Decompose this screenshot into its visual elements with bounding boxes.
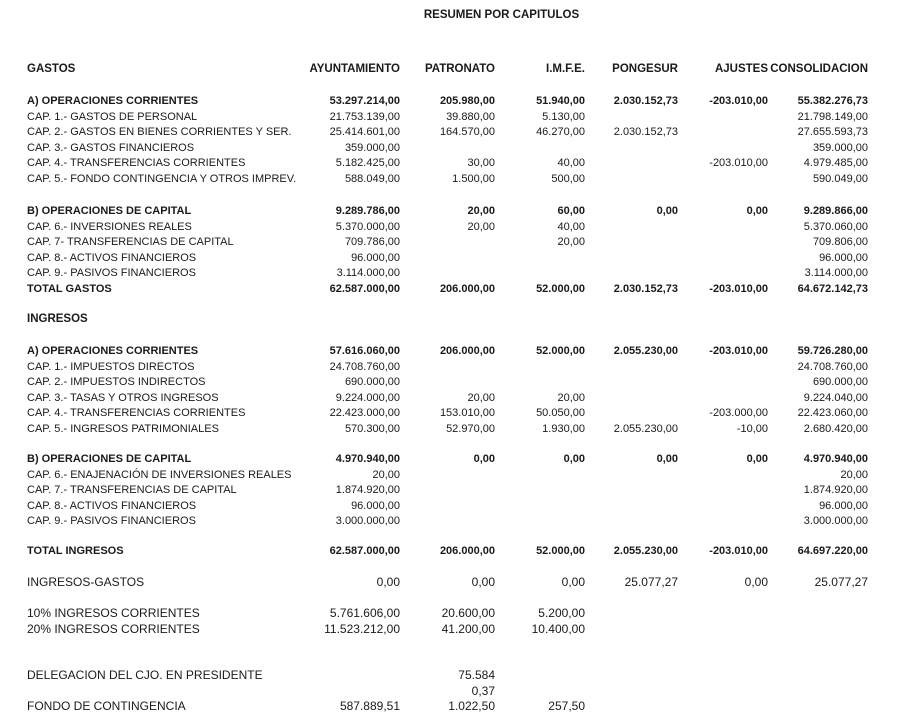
cell-value: 64.697.220,00 [797,545,868,557]
cell-value: 9.224.000,00 [335,391,400,404]
cell-value: 588.049,00 [344,172,400,185]
cell-value: 52.000,00 [536,345,585,357]
cell-value: 20.600,00 [441,606,495,620]
cell-value: -203.010,00 [709,345,768,357]
cell-value: 709.786,00 [344,236,400,248]
row-label: 20% INGRESOS CORRIENTES [27,622,200,636]
cell-value: -203.010,00 [709,95,768,107]
cell-value: 39.880,00 [446,110,495,123]
row-label: CAP. 2.- IMPUESTOS INDIRECTOS [27,376,206,388]
column-header-consolidacion: CONSOLIDACION [770,63,868,75]
cell-value: 0,00 [376,575,400,589]
cell-value: 3.000.000,00 [803,515,868,527]
cell-value: 2.030.152,73 [613,95,678,107]
page-title: RESUMEN POR CAPITULOS [423,9,580,21]
ingresos-operaciones-corrientes [0,344,900,359]
cell-value: 0,00 [561,575,585,589]
cell-value: 2.055.230,00 [613,422,678,435]
cell-value: 709.806,00 [812,236,868,248]
cell-value: 1.500,00 [452,172,495,185]
cell-value: 1.874.920,00 [803,484,868,496]
row-label: FONDO DE CONTINGENCIA [27,699,186,713]
row-label: CAP. 4.- TRANSFERENCIAS CORRIENTES [27,407,246,419]
gastos-cap-row [0,110,900,125]
cell-value: 3.114.000,00 [804,267,868,279]
cell-value: 52.000,00 [536,282,585,295]
cell-value: 40,00 [557,220,585,233]
cell-value: 5.761.606,00 [329,606,400,620]
cell-value: 257,50 [548,699,585,713]
cell-value: 570.300,00 [344,422,400,435]
ingresos-heading [0,312,900,327]
cell-value: 25.077,27 [814,575,868,589]
cell-value: 0,37 [471,684,495,698]
cell-value: 55.382.276,73 [797,95,868,107]
cell-value: -203.010,00 [709,545,768,557]
cell-value: 57.616.060,00 [329,345,400,357]
cell-value: 4.970.940,00 [335,453,400,465]
cell-value: 40,00 [557,157,585,169]
cell-value: 22.423.060,00 [797,407,868,419]
row-label: INGRESOS-GASTOS [27,575,145,589]
row-label: CAP. 8.- ACTIVOS FINANCIEROS [27,499,197,512]
cell-value: 96.000,00 [819,499,868,512]
cell-value: 0,00 [656,453,678,465]
row-label: A) OPERACIONES CORRIENTES [27,95,199,107]
ingresos-cap-row [0,422,900,437]
cell-value: 20,00 [467,205,495,217]
cell-value: 500,00 [551,172,585,185]
cell-value: 2.680.420,00 [803,422,868,435]
column-header-pongesur: PONGESUR [612,63,678,75]
cell-value: 21.753.139,00 [329,110,400,123]
ingresos-cap-row [0,360,900,375]
cell-value: 96.000,00 [351,251,400,264]
cell-value: 3.000.000,00 [335,515,400,527]
cell-value: 27.655.593,73 [797,126,868,138]
ingresos-cap-row [0,375,900,390]
cell-value: 1.930,00 [542,422,585,435]
column-header-ayuntamiento: AYUNTAMIENTO [309,63,400,75]
delegacion-row [0,668,900,683]
cell-value: 0,00 [746,205,768,217]
cell-value: 5.200,00 [538,606,585,620]
gastos-cap-row [0,156,900,171]
cell-value: 64.672.142,73 [797,282,868,295]
cell-value: 24.708.760,00 [329,360,400,373]
ingresos-cap-row [0,406,900,421]
cell-value: 20,00 [467,391,495,404]
pct10-row [0,606,900,621]
row-label: CAP. 3.- TASAS Y OTROS INGRESOS [27,391,219,404]
row-label: CAP. 9.- PASIVOS FINANCIEROS [27,515,196,527]
cell-value: 30,00 [467,157,495,169]
pct20-row [0,622,900,637]
cell-value: 5.130,00 [542,110,585,123]
cell-value: 51.940,00 [536,95,585,107]
cell-value: 5.182.425,00 [335,157,400,169]
cell-value: 20,00 [467,220,495,233]
row-label: TOTAL INGRESOS [27,545,124,557]
cell-value: 21.798.149,00 [797,110,868,123]
cell-value: 46.270,00 [536,126,585,138]
cell-value: 62.587.000,00 [329,545,400,557]
cell-value: 50.050,00 [536,407,585,419]
gastos-cap-row [0,172,900,187]
gastos-cap-row [0,125,900,140]
gastos-cap-row [0,251,900,266]
cell-value: 25.414.601,00 [329,126,400,138]
row-label: CAP. 1.- GASTOS DE PERSONAL [27,110,198,123]
gastos-cap-row [0,141,900,156]
row-label: CAP. 6.- INVERSIONES REALES [27,220,192,233]
cell-value: 5.370.060,00 [803,220,868,233]
cell-value: 5.370.000,00 [335,220,400,233]
cell-value: 4.979.485,00 [803,157,868,169]
cell-value: -203.010,00 [709,157,768,169]
cell-value: -203.010,00 [709,282,768,295]
cell-value: 359.000,00 [812,141,868,154]
cell-value: 2.030.152,73 [613,282,678,295]
cell-value: 20,00 [557,391,585,404]
column-header-imfe: I.M.F.E. [546,63,585,75]
gastos-operaciones-capital [0,204,900,219]
row-label: CAP. 8.- ACTIVOS FINANCIEROS [27,251,197,264]
gastos-cap-row [0,235,900,250]
cell-value: 96.000,00 [351,499,400,512]
row-label: INGRESOS [27,313,88,325]
cell-value: 75.584 [458,668,495,682]
cell-value: 0,00 [473,453,495,465]
row-label: DELEGACION DEL CJO. EN PRESIDENTE [27,668,263,682]
cell-value: 206.000,00 [439,282,495,295]
cell-value: 4.970.940,00 [803,453,868,465]
ingresos-cap-row [0,391,900,406]
cell-value: 0,00 [563,453,585,465]
cell-value: 20,00 [372,468,400,481]
cell-value: 359.000,00 [344,141,400,154]
cell-value: 9.289.786,00 [335,205,400,217]
cell-value: 1.874.920,00 [335,484,400,496]
total-ingresos-row [0,544,900,559]
cell-value: -10,00 [736,422,768,435]
cell-value: 10.400,00 [531,622,585,636]
cell-value: 52.970,00 [446,422,495,435]
ingresos-cap-row [0,483,900,498]
ingresos-cap-row [0,499,900,514]
row-label: TOTAL GASTOS [27,282,112,295]
ingresos-gastos-row [0,575,900,590]
cell-value: 96.000,00 [819,251,868,264]
cell-value: 20,00 [557,236,585,248]
cell-value: 24.708.760,00 [797,360,868,373]
row-label: A) OPERACIONES CORRIENTES [27,345,199,357]
cell-value: 2.055.230,00 [613,345,678,357]
row-label: B) OPERACIONES DE CAPITAL [27,453,192,465]
cell-value: 3.114.000,00 [336,267,400,279]
cell-value: 59.726.280,00 [797,345,868,357]
cell-value: 22.423.000,00 [329,407,400,419]
row-label: 10% INGRESOS CORRIENTES [27,606,200,620]
gastos-operaciones-corrientes [0,94,900,109]
cell-value: 690.000,00 [344,376,400,388]
cell-value: 206.000,00 [439,545,495,557]
cell-value: 2.055.230,00 [613,545,678,557]
cell-value: 20,00 [840,468,868,481]
cell-value: 62.587.000,00 [329,282,400,295]
cell-value: 153.010,00 [439,407,495,419]
row-label: B) OPERACIONES DE CAPITAL [27,205,192,217]
cell-value: 52.000,00 [536,545,585,557]
row-label: CAP. 3.- GASTOS FINANCIEROS [27,141,195,154]
row-label: CAP. 2.- GASTOS EN BIENES CORRIENTES Y SER. [27,126,292,138]
column-header-ajustes: AJUSTES [714,63,768,75]
cell-value: 53.297.214,00 [329,95,400,107]
row-label: CAP. 6.- ENAJENACIÓN DE INVERSIONES REALES [27,468,292,481]
cell-value: 0,00 [471,575,495,589]
cell-value: 690.000,00 [812,376,868,388]
total-gastos-row [0,282,900,297]
cell-value: 41.200,00 [441,622,495,636]
row-label: CAP. 7.- TRANSFERENCIAS DE CAPITAL [27,484,237,496]
cell-value: 205.980,00 [439,95,495,107]
cell-value: 2.030.152,73 [613,126,678,138]
ingresos-operaciones-capital [0,452,900,467]
cell-value: 0,00 [744,575,768,589]
cell-value: 164.570,00 [439,126,495,138]
row-label: CAP. 4.- TRANSFERENCIAS CORRIENTES [27,157,246,169]
cell-value: 9.224.040,00 [803,391,868,404]
gastos-cap-row [0,266,900,281]
fondo-contingencia-row [0,699,900,714]
row-label: CAP. 7- TRANSFERENCIAS DE CAPITAL [27,236,234,248]
row-label: CAP. 1.- IMPUESTOS DIRECTOS [27,360,195,373]
column-header-gastos: GASTOS [27,63,76,75]
cell-value: 1.022,50 [448,699,495,713]
cell-value: 25.077,27 [624,575,678,589]
cell-value: -203.000,00 [709,407,768,419]
column-header-patronato: PATRONATO [424,63,495,75]
cell-value: 587.889,51 [339,699,400,713]
cell-value: 60,00 [557,205,585,217]
cell-value: 9.289.866,00 [803,205,868,217]
delegacion-extra-row [0,684,900,699]
gastos-cap-row [0,220,900,235]
cell-value: 0,00 [656,205,678,217]
cell-value: 11.523.212,00 [324,622,400,636]
cell-value: 0,00 [746,453,768,465]
cell-value: 206.000,00 [439,345,495,357]
ingresos-cap-row [0,468,900,483]
cell-value: 590.049,00 [812,172,868,185]
row-label: CAP. 5.- FONDO CONTINGENCIA Y OTROS IMPREV. [27,172,297,185]
ingresos-cap-row [0,514,900,529]
row-label: CAP. 5.- INGRESOS PATRIMONIALES [27,422,219,435]
column-header-row [0,62,900,77]
row-label: CAP. 9.- PASIVOS FINANCIEROS [27,267,196,279]
